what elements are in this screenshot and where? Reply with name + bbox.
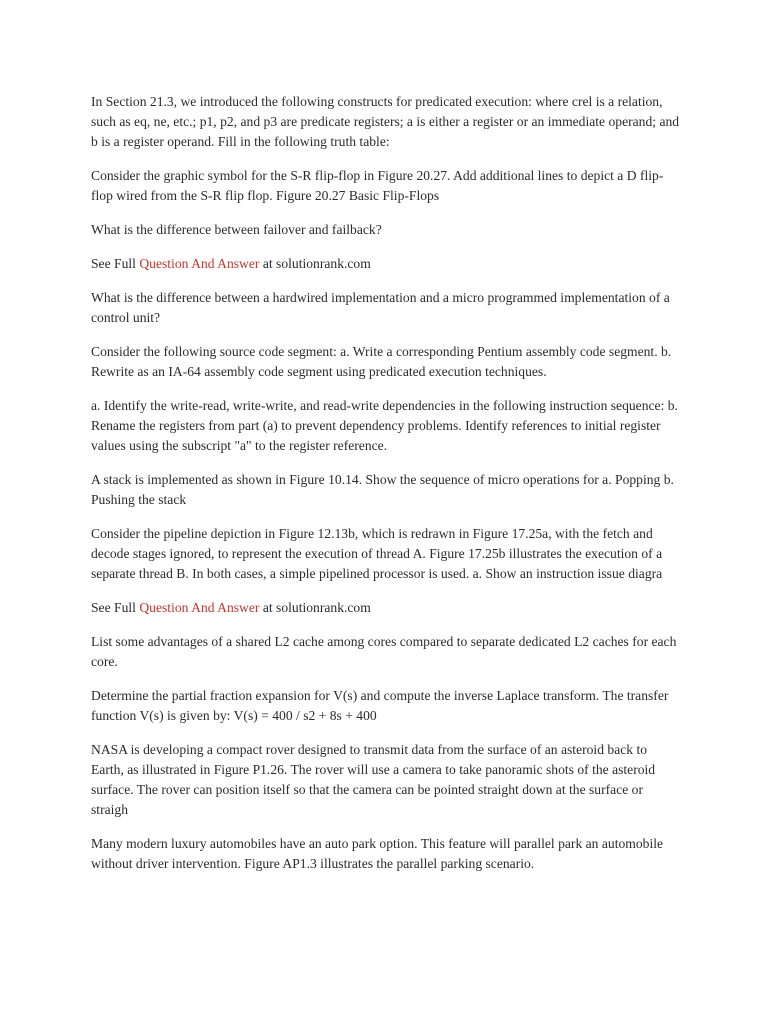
question-paragraph: A stack is implemented as shown in Figure 10.14. Show the sequence of micro operations for a. Popping b. Pushing the stack	[91, 472, 674, 507]
question-and-answer-link[interactable]: Question And Answer	[139, 256, 260, 271]
question-paragraph: Many modern luxury automobiles have an auto park option. This feature will parallel park an automobile without driver intervention. Figure AP1.3 illustrates the parallel parking scenario.	[91, 836, 664, 871]
question-paragraph: List some advantages of a shared L2 cache among cores compared to separate dedicated L2 caches for each core.	[91, 634, 677, 669]
question-paragraph: Consider the following source code segment: a. Write a corresponding Pentium assembly code segment. b. Rewrite as an IA-64 assembly code segment using predicated execution techniques.	[91, 344, 672, 379]
question-paragraph: NASA is developing a compact rover designed to transmit data from the surface of an asteroid back to Earth, as illustrated in Figure P1.26. The rover will use a camera to take panoramic shots of the asteroid surface. The rover can position itself so that the camera can be pointed straight down at the surface or straigh	[91, 742, 656, 817]
question-paragraph: Determine the partial fraction expansion for V(s) and compute the inverse Laplace transform. The transfer function V(s) is given by: V(s) = 400 / s2 + 8s + 400	[91, 688, 669, 723]
question-paragraph: Consider the pipeline depiction in Figure 12.13b, which is redrawn in Figure 17.25a, with the fetch and decode stages ignored, to represent the execution of thread A. Figure 17.25b illustrates the execution of a separate thread B. In both cases, a simple pipelined processor is used. a. Show an instruction issue diagra	[91, 526, 663, 581]
question-paragraph: What is the difference between failover and failback?	[91, 222, 382, 237]
see-full-prefix: See Full	[91, 256, 140, 271]
question-and-answer-link[interactable]: Question And Answer	[139, 600, 260, 615]
see-full-prefix: See Full	[91, 600, 140, 615]
see-full-line	[91, 254, 681, 274]
question-paragraph: What is the difference between a hardwired implementation and a micro programmed implementation of a control unit?	[91, 290, 670, 325]
question-paragraph: In Section 21.3, we introduced the following constructs for predicated execution: where crel is a relation, such as eq, ne, etc.; p1, p2, and p3 are predicate registers; a is either a register or an immediate operand; and b is a register operand. Fill in the following truth table:	[91, 94, 680, 149]
see-full-line	[91, 598, 681, 618]
question-paragraph: a. Identify the write-read, write-write, and read-write dependencies in the following instruction sequence: b. Rename the registers from part (a) to prevent dependency problems. Identify references to initial register values using the subscript "a" to the register reference.	[91, 398, 678, 453]
question-paragraph: Consider the graphic symbol for the S-R flip-flop in Figure 20.27. Add additional lines to depict a D flip-flop wired from the S-R flip flop. Figure 20.27 Basic Flip-Flops	[91, 168, 664, 203]
document-page	[91, 92, 681, 888]
see-full-suffix: at solutionrank.com	[259, 256, 371, 271]
see-full-suffix: at solutionrank.com	[259, 600, 371, 615]
